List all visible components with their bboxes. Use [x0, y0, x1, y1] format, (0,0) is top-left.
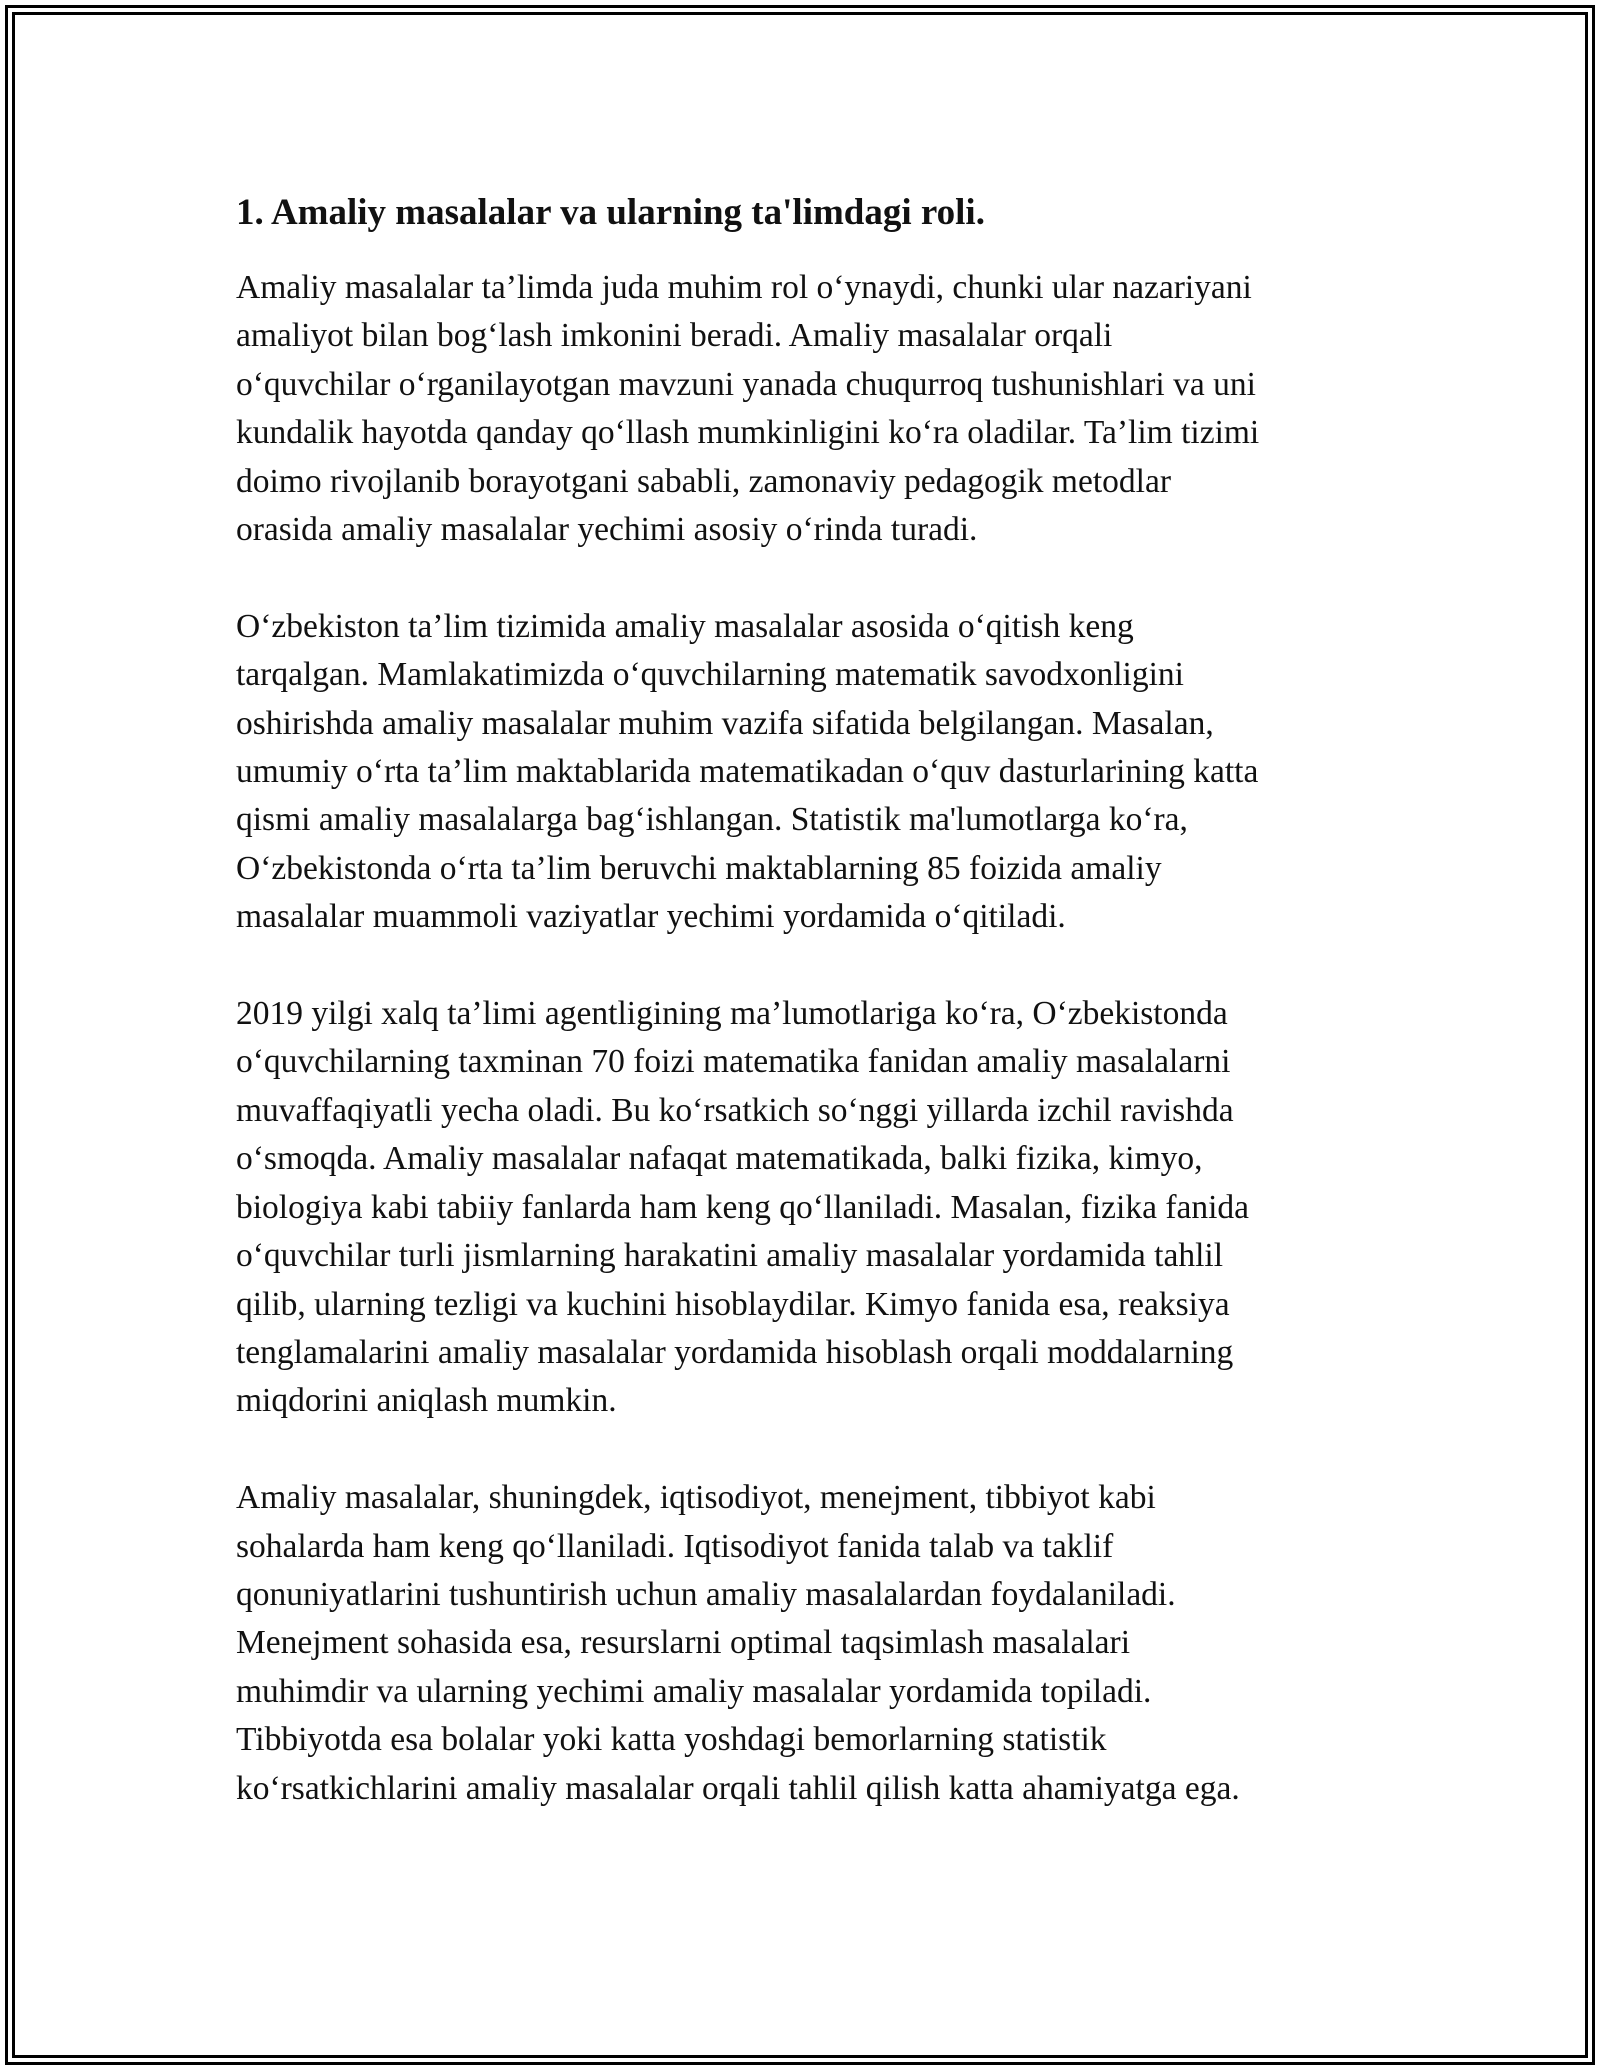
text-line: masalalar muammoli vaziyatlar yechimi yordamida o‘qitiladi.	[236, 898, 1066, 936]
paragraph-1	[236, 264, 1376, 554]
text-line: Amaliy masalalar ta’limda juda muhim rol o‘ynaydi, chunki ular nazariyani	[236, 269, 1252, 306]
text-line: biologiya kabi tabiiy fanlarda ham keng qo‘llaniladi. Masalan, fizika fanida	[236, 1188, 1250, 1226]
paragraph-4	[236, 1474, 1376, 1813]
text-line: O‘zbekistonda o‘rta ta’lim beruvchi maktablarning 85 foizida amaliy	[236, 849, 1162, 887]
text-line: umumiy o‘rta ta’lim maktablarida matematikadan o‘quv dasturlarining katta	[236, 753, 1259, 791]
paragraph-3	[236, 990, 1376, 1426]
text-line: o‘quvchilarning taxminan 70 foizi matematika fanidan amaliy masalalarni	[236, 1043, 1231, 1081]
text-line: doimo rivojlanib borayotgani sababli, zamonaviy pedagogik metodlar	[236, 462, 1171, 500]
text-line: ko‘rsatkichlarini amaliy masalalar orqali tahlil qilish katta ahamiyatga ega.	[236, 1769, 1240, 1807]
section-title: 1. Amaliy masalalar va ularning ta'limdagi roli.	[236, 192, 985, 233]
text-line: muvaffaqiyatli yecha oladi. Bu ko‘rsatkich so‘nggi yillarda izchil ravishda	[236, 1091, 1234, 1129]
text-line: o‘quvchilar o‘rganilayotgan mavzuni yanada chuqurroq tushunishlari va uni	[236, 365, 1256, 403]
text-line: qilib, ularning tezligi va kuchini hisoblaydilar. Kimyo fanida esa, reaksiya	[236, 1285, 1230, 1323]
text-line: o‘quvchilar turli jismlarning harakatini amaliy masalalar yordamida tahlil	[236, 1237, 1224, 1275]
text-line: kundalik hayotda qanday qo‘llash mumkinligini ko‘ra oladilar. Ta’lim tizimi	[236, 414, 1260, 452]
text-line: miqdorini aniqlash mumkin.	[236, 1382, 617, 1420]
text-line: Tibbiyotda esa bolalar yoki katta yoshdagi bemorlarning statistik	[236, 1721, 1107, 1759]
text-line: Menejment sohasida esa, resurslarni optimal taqsimlash masalalari	[236, 1624, 1131, 1662]
text-line: muhimdir va ularning yechimi amaliy masalalar yordamida topiladi.	[236, 1672, 1152, 1710]
text-line: oshirishda amaliy masalalar muhim vazifa sifatida belgilangan. Masalan,	[236, 704, 1214, 742]
text-line: o‘smoqda. Amaliy masalalar nafaqat matematikada, balki fizika, kimyo,	[236, 1140, 1203, 1178]
document-body	[236, 190, 1376, 1861]
text-line: qismi amaliy masalalarga bag‘ishlangan. Statistik ma'lumotlarga ko‘ra,	[236, 801, 1188, 839]
text-line: tarqalgan. Mamlakatimizda o‘quvchilarning matematik savodxonligini	[236, 656, 1184, 694]
text-line: 2019 yilgi xalq ta’limi agentligining ma’lumotlariga ko‘ra, O‘zbekistonda	[236, 995, 1228, 1033]
text-line: amaliyot bilan bog‘lash imkonini beradi. Amaliy masalalar orqali	[236, 317, 1113, 355]
text-line: Amaliy masalalar, shuningdek, iqtisodiyot, menejment, tibbiyot kabi	[236, 1479, 1156, 1517]
text-line: tenglamalarini amaliy masalalar yordamida hisoblash orqali moddalarning	[236, 1333, 1234, 1371]
text-line: sohalarda ham keng qo‘llaniladi. Iqtisodiyot fanida talab va taklif	[236, 1527, 1114, 1565]
text-line: orasida amaliy masalalar yechimi asosiy o‘rinda turadi.	[236, 511, 978, 549]
text-line: O‘zbekiston ta’lim tizimida amaliy masalalar asosida o‘qitish keng	[236, 607, 1134, 645]
text-line: qonuniyatlarini tushuntirish uchun amaliy masalalardan foydalaniladi.	[236, 1575, 1176, 1613]
paragraph-2	[236, 603, 1376, 942]
